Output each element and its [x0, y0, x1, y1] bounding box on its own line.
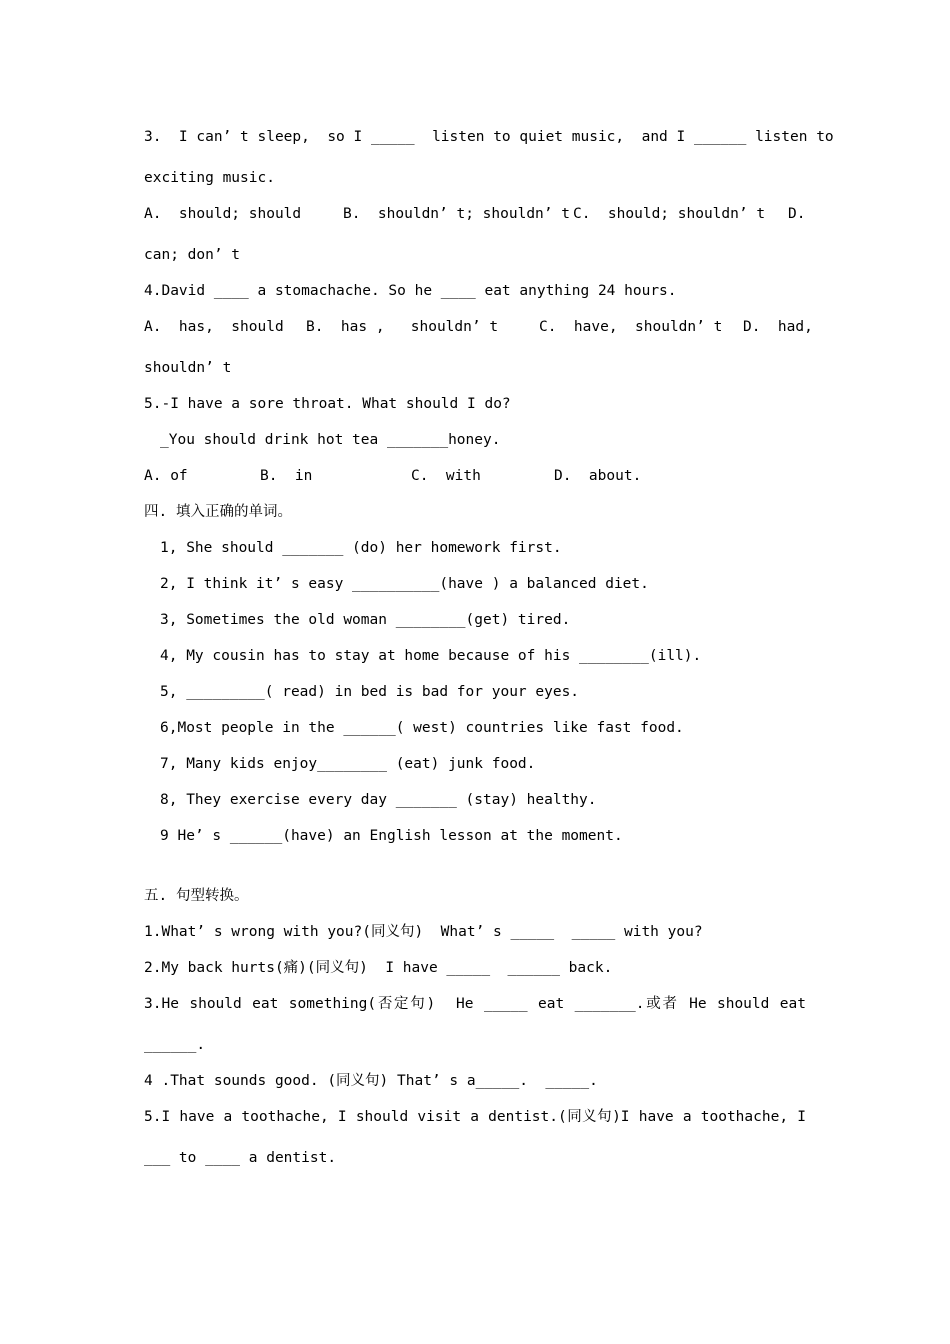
q5-option-a: A. of: [144, 468, 188, 484]
section4-item: 1, She should _______ (do) her homework first.: [160, 540, 562, 556]
q3-option-d: D.: [788, 206, 806, 222]
q4-option-b: B. has , shouldn’ t: [306, 319, 499, 335]
q3-options: [144, 204, 806, 224]
q4-option-a: A. has, should: [144, 319, 284, 335]
q5-options: [144, 466, 806, 486]
q3-option-d-cont: can; don’ t: [144, 247, 241, 263]
q3-option-a: A. should; should: [144, 206, 302, 222]
section5-item-cont: ___ to ____ a dentist.: [144, 1150, 337, 1166]
section4-item: 3, Sometimes the old woman ________(get) tired.: [160, 612, 571, 628]
q3-option-c: C. should; shouldn’ t: [573, 206, 766, 222]
q5-option-b: B. in: [260, 468, 313, 484]
section4-item: 8, They exercise every day _______ (stay) healthy.: [160, 792, 597, 808]
section5-item: 3.He should eat something(否定句) He _____ eat _______.或者 He should eat: [144, 996, 806, 1012]
q5-stem-cont: _You should drink hot tea _______honey.: [160, 432, 501, 448]
section5-item: 5.I have a toothache, I should visit a dentist.(同义句)I have a toothache, I: [144, 1109, 806, 1125]
q4-option-c: C. have, shouldn’ t: [539, 319, 723, 335]
q3-option-b: B. shouldn’ t; shouldn’ t: [343, 206, 570, 222]
section4-item: 4, My cousin has to stay at home because of his ________(ill).: [160, 648, 702, 664]
section5-item: 2.My back hurts(痛)(同义句) I have _____ ______ back.: [144, 960, 613, 976]
section4-item: 6,Most people in the ______( west) countries like fast food.: [160, 720, 684, 736]
section5-item: 1.What’ s wrong with you?(同义句) What’ s _____ _____ with you?: [144, 924, 703, 940]
q4-option-d: D. had,: [743, 319, 813, 335]
section4-item: 7, Many kids enjoy________ (eat) junk food.: [160, 756, 536, 772]
section5-item: 4 .That sounds good. (同义句) That’ s a_____. _____.: [144, 1073, 598, 1089]
q5-option-c: C. with: [411, 468, 481, 484]
q3-stem-cont: exciting music.: [144, 170, 275, 186]
section4-item: 2, I think it’ s easy __________(have ) a balanced diet.: [160, 576, 649, 592]
q5-stem: 5.-I have a sore throat. What should I do?: [144, 396, 511, 412]
q3-stem: 3. I can’ t sleep, so I _____ listen to quiet music, and I ______ listen to: [144, 129, 834, 145]
section5-item-cont: ______.: [144, 1037, 206, 1053]
section4-item: 9 He’ s ______(have) an English lesson at the moment.: [160, 828, 623, 844]
q4-options: [144, 317, 813, 337]
q4-option-d-cont: shouldn’ t: [144, 360, 232, 376]
section5-title: 五. 句型转换。: [144, 888, 249, 904]
section4-item: 5, _________( read) in bed is bad for your eyes.: [160, 684, 580, 700]
q5-option-d: D. about.: [554, 468, 642, 484]
q4-stem: 4.David ____ a stomachache. So he ____ eat anything 24 hours.: [144, 283, 677, 299]
section4-title: 四. 填入正确的单词。: [144, 504, 292, 520]
